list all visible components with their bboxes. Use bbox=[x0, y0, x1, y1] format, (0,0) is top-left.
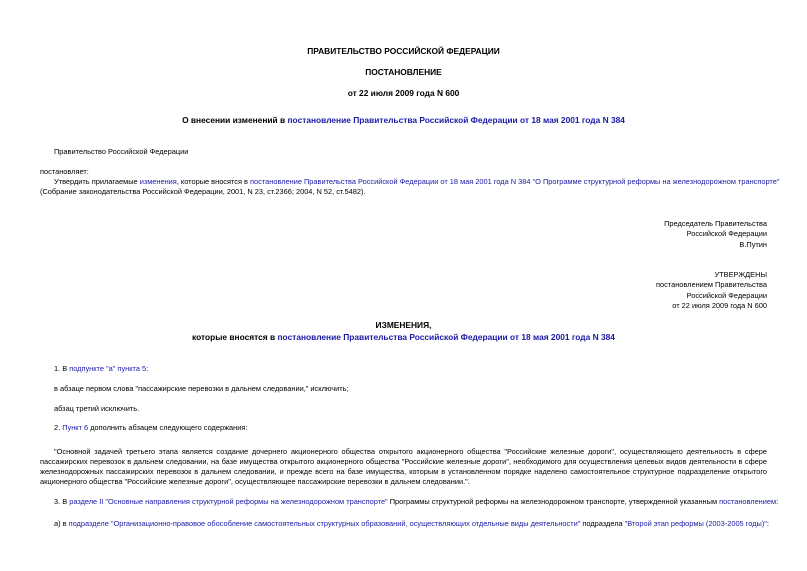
item-3a bbox=[54, 519, 769, 528]
document-type: ПОСТАНОВЛЕНИЕ bbox=[365, 67, 442, 77]
item-2 bbox=[54, 423, 247, 432]
item-1-paragraph-b: абзац третий исключить. bbox=[54, 404, 140, 413]
approved-line-4: от 22 июля 2009 года N 600 bbox=[672, 301, 767, 310]
changes-sub-link[interactable]: постановление Правительства Российской Федерации от 18 мая 2001 года N 384 bbox=[277, 332, 615, 342]
preamble-government: Правительство Российской Федерации bbox=[54, 147, 189, 156]
signature-name: В.Путин bbox=[739, 240, 767, 249]
quote-text-1: "Основной задачей третьего этапа является создание дочернего акционерного общества открытого акционерного общества "Российские железные дороги", осуществляющего деятельность в сфере bbox=[54, 447, 767, 456]
title-prefix: О внесении изменений в bbox=[182, 115, 288, 125]
item-3-mid: Программы структурной реформы на железнодорожном транспорте, утвержденной указанным bbox=[387, 497, 720, 506]
item-3-section-link[interactable]: разделе II "Основные направления структурной реформы на железнодорожном транспорте" bbox=[69, 497, 388, 506]
decree-384-link[interactable]: постановление Правительства Российской Федерации от 18 мая 2001 года N 384 "О Программе структурной реформы на железнодорожном транспорте" bbox=[250, 177, 780, 186]
item-3a-subsection-link[interactable]: подразделе "Организационно-правовое обособление самостоятельных структурных образований, осуществляющих отдельные виды деятельности" bbox=[68, 519, 581, 528]
item-3a-mid: подраздела bbox=[580, 519, 625, 528]
item-2-rest: дополнить абзацем следующего содержания: bbox=[88, 423, 248, 432]
changes-link[interactable]: изменения bbox=[139, 177, 177, 186]
item-1-number: 1. В bbox=[54, 364, 70, 373]
approved-heading: УТВЕРЖДЕНЫ bbox=[714, 270, 767, 279]
item-1-end: : bbox=[146, 364, 149, 373]
changes-heading: ИЗМЕНЕНИЯ, bbox=[375, 320, 432, 330]
preamble-resolves: постановляет: bbox=[40, 167, 89, 176]
item-2-quote-line-1 bbox=[54, 447, 767, 456]
item-1-link[interactable]: подпункте "а" пункта 5 bbox=[69, 364, 147, 373]
quote-text-2: пассажирских перевозок в дальнем следовании, на базе имущества открытого акционерного общества "Российские железные дороги", необходимого для осуществления целевых видов деятельности в сфере bbox=[40, 457, 767, 466]
item-3 bbox=[54, 497, 778, 506]
title-link[interactable]: постановление Правительства Российской Федерации от 18 мая 2001 года N 384 bbox=[287, 115, 625, 125]
changes-subheading bbox=[0, 332, 807, 342]
item-3a-stage-link[interactable]: "Второй этап реформы (2003-2005 годы)" bbox=[624, 519, 767, 528]
signature-title-1: Председатель Правительства bbox=[664, 219, 767, 228]
quote-text-3: железнодорожных пассажирских перевозок в дальнем следовании, и прежде всего на базе имущества, которым в установленном порядке наделено самостоятельное структурное подразделение открытого bbox=[40, 467, 767, 476]
item-2-quote-line-2 bbox=[40, 457, 767, 466]
signature-title-2: Российской Федерации bbox=[686, 229, 767, 238]
decree-line-2: (Собрание законодательства Российской Федерации, 2001, N 23, ст.2366; 2004, N 52, ст.5482). bbox=[40, 187, 366, 196]
item-2-quote-line-4: акционерного общества "Российские железные дороги", осуществляющее пассажирские перевозки в дальнем следовании.". bbox=[40, 477, 470, 486]
item-3-end: : bbox=[776, 497, 779, 506]
item-2-quote-line-3 bbox=[40, 467, 767, 476]
item-2-number: 2. bbox=[54, 423, 63, 432]
document-title bbox=[0, 115, 807, 125]
decree-text-2: , которые вносятся в bbox=[176, 177, 251, 186]
decree-text: Утвердить прилагаемые bbox=[54, 177, 140, 186]
item-3a-end: : bbox=[766, 519, 769, 528]
approved-line-3: Российской Федерации bbox=[686, 291, 767, 300]
document-date: от 22 июля 2009 года N 600 bbox=[347, 88, 460, 98]
item-3-number: 3. В bbox=[54, 497, 70, 506]
item-1-paragraph-a: в абзаце первом слова "пассажирские перевозки в дальнем следовании," исключить; bbox=[54, 384, 349, 393]
approved-line-2: постановлением Правительства bbox=[656, 280, 767, 289]
decree-line-1 bbox=[54, 177, 779, 186]
item-1 bbox=[54, 364, 148, 373]
item-3a-prefix: а) в bbox=[54, 519, 69, 528]
government-heading: ПРАВИТЕЛЬСТВО РОССИЙСКОЙ ФЕДЕРАЦИИ bbox=[307, 46, 500, 56]
item-3-decree-link[interactable]: постановлением bbox=[719, 497, 777, 506]
item-2-link[interactable]: Пункт 6 bbox=[62, 423, 89, 432]
changes-sub-prefix: которые вносятся в bbox=[192, 332, 278, 342]
